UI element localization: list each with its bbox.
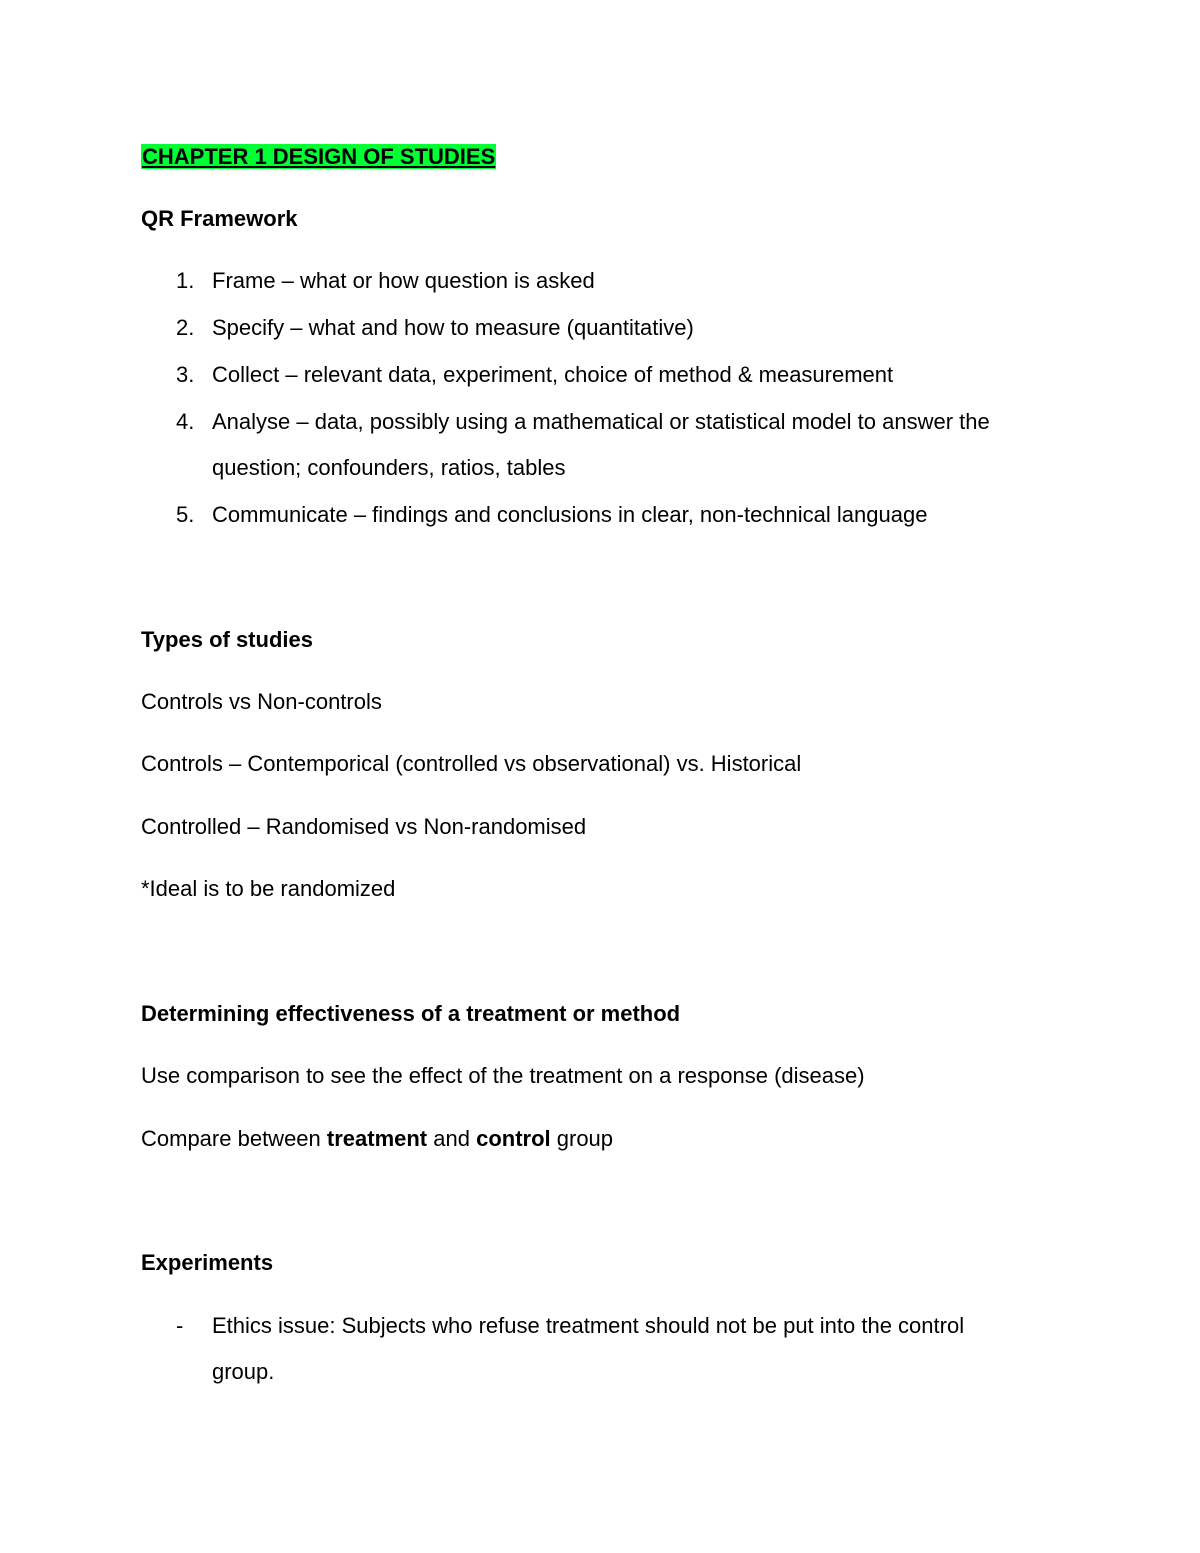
list-text: Collect – relevant data, experiment, choice of method & measurement	[212, 362, 894, 387]
list-number: 2.	[176, 315, 195, 340]
paragraph: Controls – Contemporical (controlled vs observational) vs. Historical	[141, 751, 802, 776]
list-item	[176, 266, 595, 296]
list-item	[176, 360, 894, 390]
effectiveness-heading: Determining effectiveness of a treatment or method	[141, 1001, 681, 1026]
paragraph: Controls vs Non-controls	[141, 689, 382, 714]
compare-paragraph	[141, 1124, 613, 1154]
paragraph: Controlled – Randomised vs Non-randomised	[141, 814, 587, 839]
text-run: group	[550, 1126, 614, 1151]
chapter-title: CHAPTER 1 DESIGN OF STUDIES	[142, 144, 496, 169]
types-of-studies-heading: Types of studies	[141, 627, 313, 652]
list-item	[176, 407, 990, 437]
text-run: and	[427, 1126, 477, 1151]
bullet-item	[176, 1311, 965, 1341]
list-text: Analyse – data, possibly using a mathematical or statistical model to answer the	[212, 409, 990, 434]
bullet-dash: -	[176, 1313, 184, 1338]
bold-term-treatment: treatment	[326, 1126, 428, 1151]
bold-term-control: control	[476, 1126, 551, 1151]
bullet-text-continuation: group.	[212, 1359, 275, 1384]
bullet-text: Ethics issue: Subjects who refuse treatment should not be put into the control	[212, 1313, 965, 1338]
list-number: 1.	[176, 268, 195, 293]
list-text: Specify – what and how to measure (quantitative)	[212, 315, 694, 340]
list-number: 3.	[176, 362, 195, 387]
list-text: Frame – what or how question is asked	[212, 268, 595, 293]
paragraph: *Ideal is to be randomized	[141, 876, 396, 901]
list-text-continuation: question; confounders, ratios, tables	[212, 455, 566, 480]
experiments-heading: Experiments	[141, 1250, 274, 1275]
list-item	[176, 313, 694, 343]
qr-framework-heading: QR Framework	[141, 206, 298, 231]
list-item	[176, 500, 928, 530]
paragraph: Use comparison to see the effect of the treatment on a response (disease)	[141, 1063, 865, 1088]
list-number: 4.	[176, 409, 195, 434]
list-text: Communicate – findings and conclusions in clear, non-technical language	[212, 502, 928, 527]
list-number: 5.	[176, 502, 195, 527]
chapter-title-line	[141, 142, 496, 172]
text-run: Compare between	[141, 1126, 327, 1151]
